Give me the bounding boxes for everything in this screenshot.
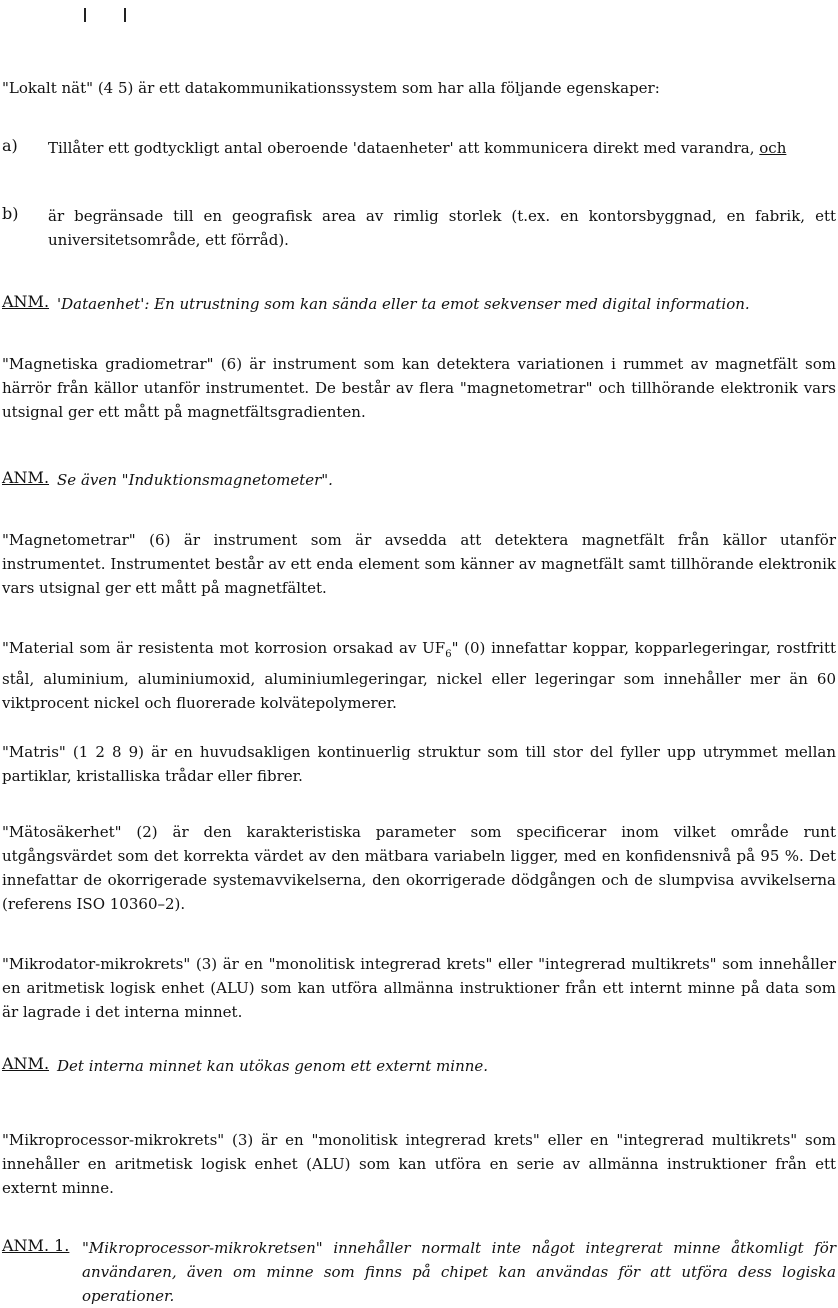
list-label: b) [2,204,19,223]
margin-mark [84,8,86,22]
definition-mikrodator-mikrokrets: "Mikrodator-mikrokrets" (3) är en "monolitisk integrerad krets" eller "integrerad multikrets" som innehåller en aritmetisk logisk enhet (ALU) som kan utföra allmänna instruktioner från ett internt minne på data som är lagrade i det interna minnet. [2,955,836,1021]
definition-material: "Material som är resistenta mot korrosion orsakad av $UF_6$" (0) innefattar koppar, kopparlegeringar, rostfritt stål, aluminium, aluminiumoxid, aluminiumlegeringar, nickel eller legeringar som innehåller mer än 60 viktprocent nickel och fluorerade kolvätepolymerer. [2,639,836,712]
margin-mark [124,8,126,22]
list-text: är begränsade till en geografisk area av rimlig storlek (t.ex. en kontorsbyggnad, en fabrik, ett universitetsområde, ett förråd). [48,207,836,249]
definition-magnetiska-gradiometrar: "Magnetiska gradiometrar" (6) är instrument som kan detektera variationen i rummet av magnetfält som härrör från källor utanför instrumentet. De består av flera "magnetometrar" och tillhörande elektronik vars utsignal ger ett mått på magnetfältsgradienten. [2,355,836,421]
note-label: ANM. [2,1054,50,1073]
list-text: Tillåter ett godtyckligt antal oberoende 'dataenheter' att kommunicera direkt med varandra, [48,139,760,157]
note-mikroprocessor [2,1236,836,1308]
list-label: a) [2,136,18,155]
definition-mikroprocessor-mikrokrets: "Mikroprocessor-mikrokrets" (3) är en "monolitisk integrerad krets" eller en "integrerad multikrets" som innehåller en aritmetisk logisk enhet (ALU) som kan utföra en serie av allmänna instruktioner från ett externt minne. [2,1131,836,1197]
note-label: ANM. 1. [2,1236,70,1255]
definition-matosakerhet: "Mätosäkerhet" (2) är den karakteristiska parameter som specificerar inom vilket område runt utgångsvärdet som det korrekta värdet av den mätbara variabeln ligger, med en konfidensnivå på 95 %. Det innefattar de okorrigerade systemavvikelserna, den okorrigerade dödgången och de slumpvisa avvikelserna (referens ISO 10360–2). [2,823,836,913]
note-induktionsmagnetometer [2,468,836,492]
note-text: 'Dataenhet': En utrustning som kan sända eller ta emot sekvenser med digital information. [57,295,750,313]
och-word: och [759,139,787,157]
note-dataenhet [2,292,836,316]
note-text: Se även "Induktionsmagnetometer". [57,471,333,489]
note-label: ANM. [2,468,50,487]
definition-magnetometrar: "Magnetometrar" (6) är instrument som är avsedda att detektera magnetfält från källor utanför instrumentet. Instrumentet består av ett enda element som känner av magnetfält samt tillhörande elektronik vars utsignal ger ett mått på magnetfältet. [2,531,836,597]
note-text: Det interna minnet kan utökas genom ett externt minne. [57,1057,489,1075]
note-label: ANM. [2,292,50,311]
margin-marks [84,8,128,22]
definition-lokalt-nat: "Lokalt nät" (4 5) är ett datakommunikationssystem som har alla följande egenskaper: [2,79,660,97]
note-internt-minne [2,1054,836,1078]
list-item-a [2,136,836,160]
note-text: "Mikroprocessor-mikrokretsen" innehåller normalt inte något integrerat minne åtkomligt för användaren, även om minne som finns på chipet kan användas för att utföra dess logiska operationer. [82,1239,836,1305]
definition-matris: "Matris" (1 2 8 9) är en huvudsakligen kontinuerlig struktur som till stor del fyller upp utrymmet mellan partiklar, kristalliska trådar eller fibrer. [2,743,836,785]
list-item-b [2,204,836,252]
